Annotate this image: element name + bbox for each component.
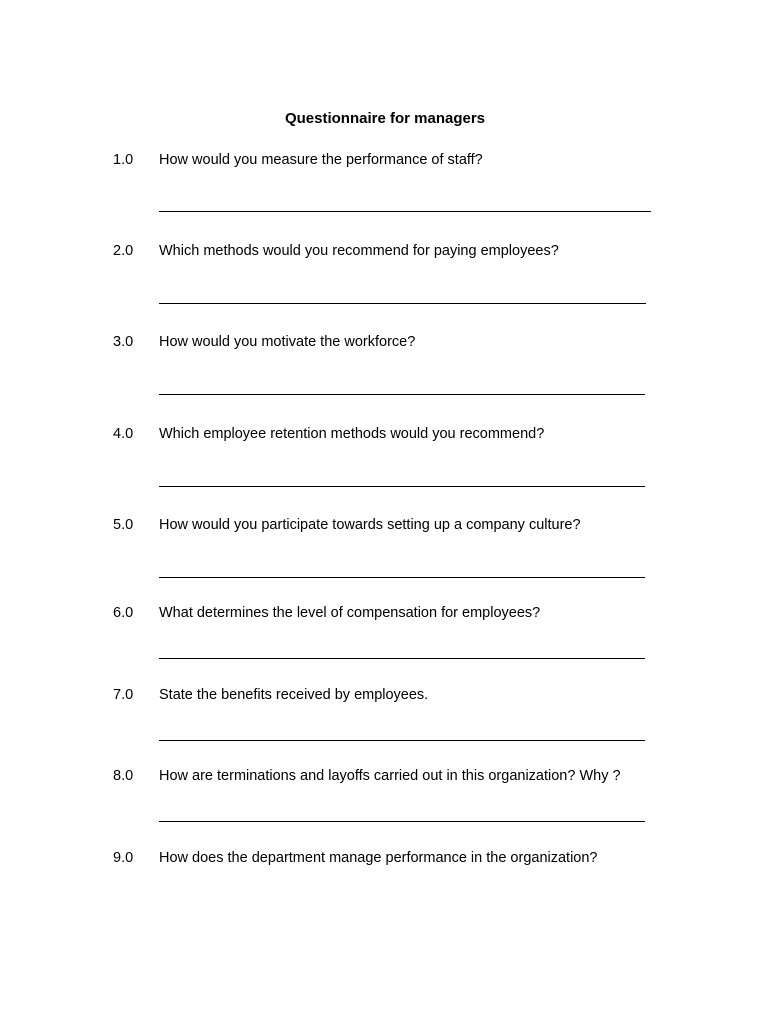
question-number: 6.0 <box>113 605 134 621</box>
question-text: How does the department manage performance in the organization? <box>159 850 598 866</box>
question-number: 2.0 <box>113 243 134 259</box>
question-text: How are terminations and layoffs carried out in this organization? Why ? <box>159 768 621 784</box>
question-number: 1.0 <box>113 152 134 168</box>
answer-line-7[interactable] <box>159 740 645 741</box>
answer-line-2[interactable] <box>159 303 646 304</box>
answer-line-5[interactable] <box>159 577 645 578</box>
answer-line-8[interactable] <box>159 821 645 822</box>
answer-line-1[interactable] <box>159 211 651 212</box>
question-text: Which employee retention methods would you recommend? <box>159 426 545 442</box>
answer-line-3[interactable] <box>159 394 645 395</box>
question-number: 3.0 <box>113 334 134 350</box>
question-number: 5.0 <box>113 517 134 533</box>
question-number: 7.0 <box>113 687 134 703</box>
answer-line-6[interactable] <box>159 658 645 659</box>
question-number: 8.0 <box>113 768 134 784</box>
question-text: Which methods would you recommend for paying employees? <box>159 243 559 259</box>
question-number: 9.0 <box>113 850 134 866</box>
question-text: What determines the level of compensation for employees? <box>159 605 541 621</box>
question-text: How would you participate towards setting up a company culture? <box>159 517 581 533</box>
answer-line-4[interactable] <box>159 486 645 487</box>
page-title: Questionnaire for managers <box>284 110 486 127</box>
question-text: State the benefits received by employees. <box>159 687 429 703</box>
question-number: 4.0 <box>113 426 134 442</box>
question-text: How would you measure the performance of staff? <box>159 152 483 168</box>
question-text: How would you motivate the workforce? <box>159 334 416 350</box>
